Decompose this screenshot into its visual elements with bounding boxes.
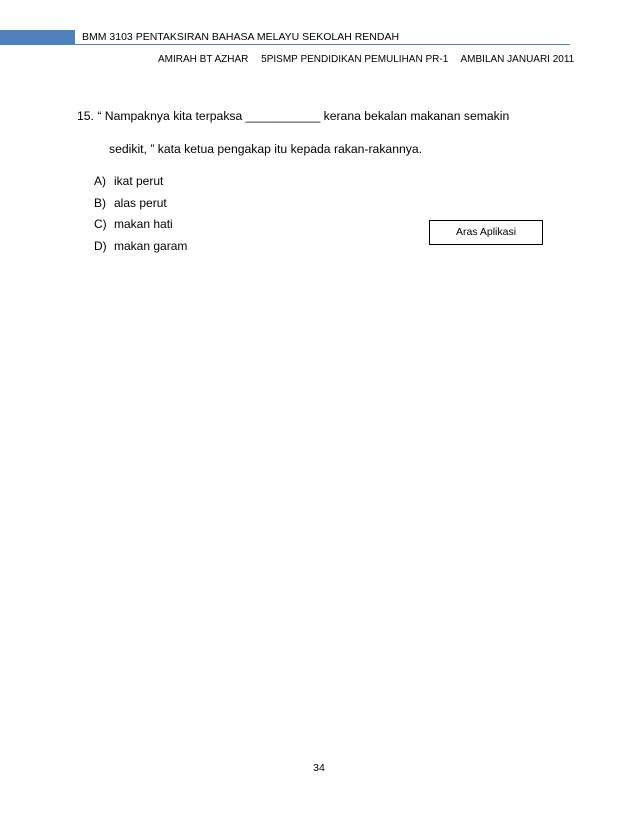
intake-label: AMBILAN JANUARI 2011 <box>460 54 575 65</box>
course-title: BMM 3103 PENTAKSIRAN BAHASA MELAYU SEKOLAH RENDAH <box>82 31 400 43</box>
question-text-line-2: sedikit, ” kata ketua pengakap itu kepada rakan-rakannya. <box>109 142 423 156</box>
program-name: 5PISMP PENDIDIKAN PEMULIHAN PR-1 <box>261 54 449 65</box>
option-c <box>94 214 187 236</box>
option-text: makan garam <box>114 238 188 253</box>
question-block <box>77 108 557 156</box>
option-b <box>94 193 187 215</box>
author-name: AMIRAH BT AZHAR <box>158 54 249 65</box>
option-text: ikat perut <box>114 174 164 188</box>
option-a <box>94 171 187 193</box>
option-d <box>94 236 187 258</box>
page-number: 34 <box>313 762 325 774</box>
author-info-line <box>158 53 574 66</box>
option-letter: D) <box>94 238 107 253</box>
header-accent-band <box>0 30 75 45</box>
option-text: makan hati <box>114 217 173 231</box>
header-divider <box>75 44 570 45</box>
option-text: alas perut <box>114 195 167 210</box>
option-letter: A) <box>94 174 106 188</box>
cognitive-level-box: Aras Aplikasi <box>429 220 543 245</box>
option-letter: B) <box>94 195 106 210</box>
question-text-line-1: 15. “ Nampaknya kita terpaksa ___________ kerana bekalan makanan semakin <box>77 109 510 123</box>
option-letter: C) <box>94 217 107 231</box>
answer-options <box>94 171 187 257</box>
